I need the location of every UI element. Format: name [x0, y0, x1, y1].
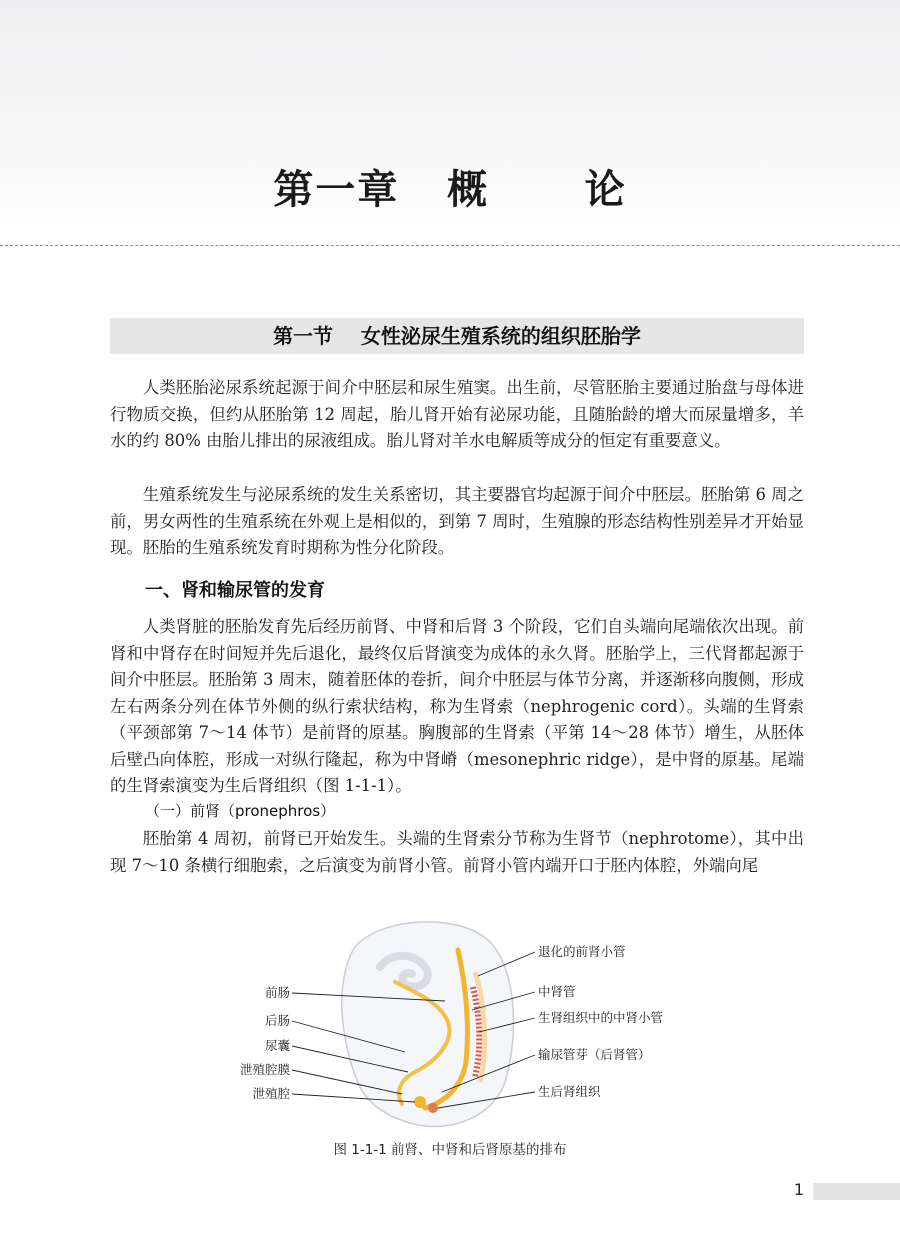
page-number-tab — [813, 1183, 900, 1200]
label-ureteric-bud: 输尿管芽（后肾管） — [538, 1047, 651, 1062]
label-degenerated-pronephric-tubule: 退化的前肾小管 — [538, 944, 626, 959]
chapter-title: 第一章 概 论 — [273, 167, 627, 213]
paragraph-urinary-origin: 人类胚胎泌尿系统起源于间介中胚层和尿生殖窦。出生前，尽管胚胎主要通过胎盘与母体进行物质交换，但约从胚胎第 12 周起，胎儿肾开始有泌尿功能，且随胎龄的增大而尿量增多，羊水的约 80% 由胎儿排出的尿液组成。胎儿肾对羊水电解质等成分的恒定有重要意义。 — [110, 378, 804, 450]
label-mesonephric-duct: 中肾管 — [538, 984, 576, 999]
label-cloacal-membrane: 泄殖腔膜 — [239, 1062, 290, 1077]
cloaca-blob — [414, 1096, 426, 1108]
label-cloaca: 泄殖腔 — [252, 1086, 290, 1101]
paragraph-kidney-stages: 人类肾脏的胚胎发育先后经历前肾、中肾和后肾 3 个阶段，它们自头端向尾端依次出现。前肾和中肾存在时间短并先后退化，最终仅后肾演变为成体的永久肾。胚胎学上，三代肾都起源于间介中胚层。胚胎第 3 周末，随着胚体的卷折，间介中胚层与体节分离，并逐渐移向腹侧，形成左右两条分列在体节外侧的纵行索状结构，称为生肾索（nephrogenic cord）。头端的生肾索（平颈部第 7～14 体节）是前肾的原基。胸腹部的生肾索（平第 14～28 体节）增生，从胚体后壁凸向体腔，形成一对纵行隆起，称为中肾嵴（mesonephric ridge），是中肾的原基。尾端的生肾索演变为生后肾组织（图 1-1-1）。 — [110, 617, 804, 795]
dashed-divider — [0, 245, 900, 246]
heading-pronephros: （一）前肾（pronephros） — [145, 802, 336, 820]
embryo-kidney-figure — [230, 912, 670, 1138]
paragraph-pronephros: 胚胎第 4 周初，前肾已开始发生。头端的生肾索分节称为生肾节（nephrotome），其中出现 7～10 条横行细胞索，之后演变为前肾小管。前肾小管内端开口于胚内体腔，外端向尾 — [110, 829, 804, 875]
page-number: 1 — [793, 1180, 804, 1199]
label-allantois: 尿囊 — [264, 1038, 290, 1053]
label-foregut: 前肠 — [264, 985, 290, 1000]
label-metanephric-tissue: 生后肾组织 — [538, 1084, 601, 1099]
label-hindgut: 后肠 — [264, 1013, 290, 1028]
section-title: 第一节 女性泌尿生殖系统的组织胚胎学 — [273, 324, 641, 348]
heading-kidney-development: 一、肾和输尿管的发育 — [145, 580, 325, 601]
paragraph-genital-origin: 生殖系统发生与泌尿系统的发生关系密切，其主要器官均起源于间介中胚层。胚胎第 6 周之前，男女两性的生殖系统在外观上是相似的，到第 7 周时，生殖腺的形态结构性别差异才开始显现。胚胎的生殖系统发育时期称为性分化阶段。 — [110, 485, 804, 557]
figure-caption: 图 1-1-1 前肾、中肾和后肾原基的排布 — [333, 1142, 567, 1158]
embryo-body-outline — [342, 922, 514, 1127]
section-heading-bar — [110, 318, 804, 354]
label-mesonephric-tubule: 生肾组织中的中肾小管 — [538, 1010, 664, 1025]
metanephric-blob — [428, 1103, 438, 1113]
